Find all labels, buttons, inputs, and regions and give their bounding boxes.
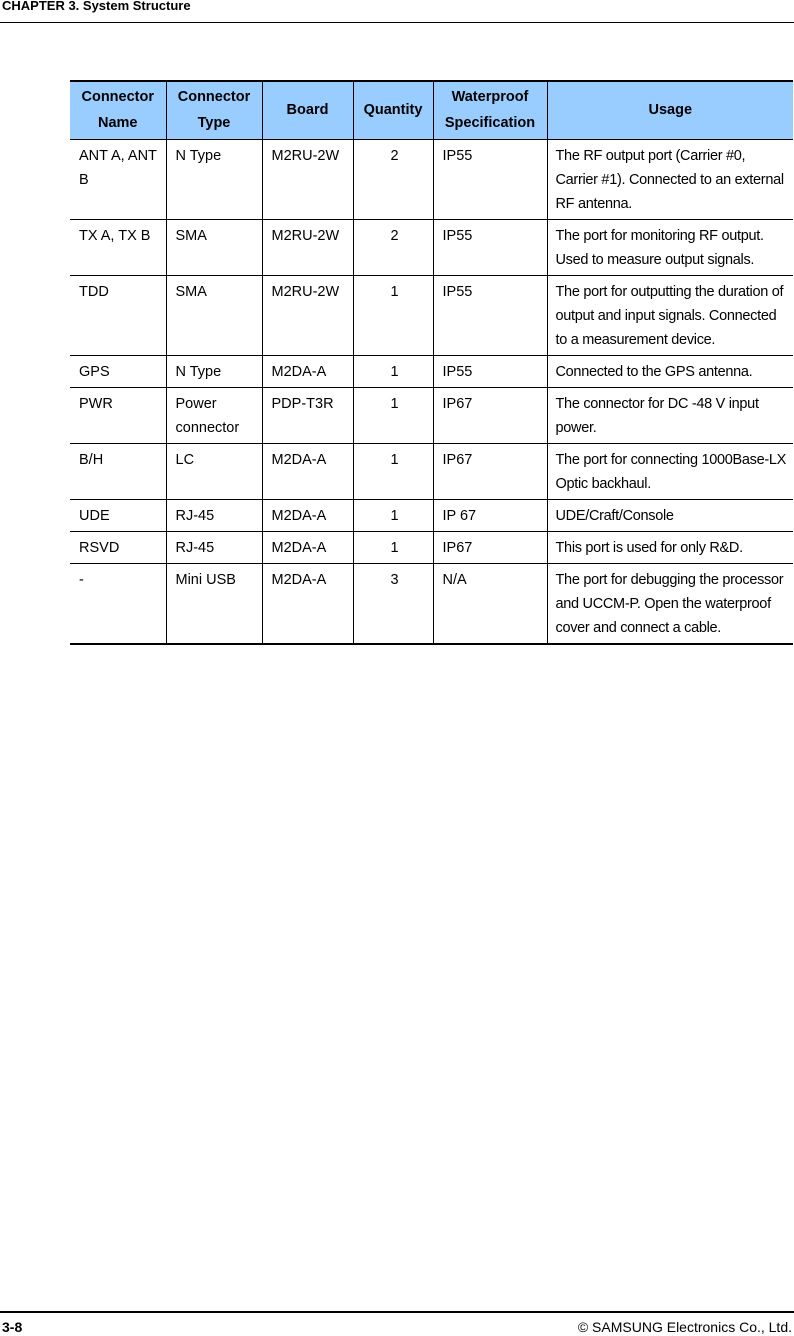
cell-waterproof-spec: IP67 xyxy=(433,531,547,563)
copyright-notice: © SAMSUNG Electronics Co., Ltd. xyxy=(577,1319,792,1335)
cell-quantity: 1 xyxy=(353,499,433,531)
header-row xyxy=(70,81,793,139)
cell-usage: The RF output port (Carrier #0, Carrier #1). Connected to an external RF antenna. xyxy=(547,139,793,219)
column-header-quantity: Quantity xyxy=(353,81,433,139)
cell-connector-type: N Type xyxy=(166,139,262,219)
cell-quantity: 1 xyxy=(353,275,433,355)
table-row xyxy=(70,387,793,443)
cell-waterproof-spec: N/A xyxy=(433,563,547,644)
cell-board: M2RU-2W xyxy=(262,275,353,355)
cell-usage: The port for monitoring RF output. Used to measure output signals. xyxy=(547,219,793,275)
cell-connector-name: B/H xyxy=(70,443,166,499)
cell-waterproof-spec: IP55 xyxy=(433,219,547,275)
cell-connector-name: PWR xyxy=(70,387,166,443)
table-row xyxy=(70,499,793,531)
cell-connector-type: N Type xyxy=(166,355,262,387)
page-footer xyxy=(0,1311,794,1335)
cell-board: M2DA-A xyxy=(262,531,353,563)
cell-waterproof-spec: IP55 xyxy=(433,355,547,387)
cell-connector-name: TDD xyxy=(70,275,166,355)
cell-usage: The port for debugging the processor and UCCM-P. Open the waterproof cover and connect a cable. xyxy=(547,563,793,644)
cell-usage: UDE/Craft/Console xyxy=(547,499,793,531)
page-number: 3-8 xyxy=(2,1319,23,1335)
connector-table xyxy=(70,80,793,645)
cell-connector-name: TX A, TX B xyxy=(70,219,166,275)
cell-quantity: 1 xyxy=(353,443,433,499)
cell-board: M2RU-2W xyxy=(262,139,353,219)
cell-board: M2DA-A xyxy=(262,563,353,644)
cell-usage: Connected to the GPS antenna. xyxy=(547,355,793,387)
cell-waterproof-spec: IP67 xyxy=(433,387,547,443)
cell-usage: The connector for DC -48 V input power. xyxy=(547,387,793,443)
chapter-title: CHAPTER 3. System Structure xyxy=(2,0,191,13)
cell-usage: The port for outputting the duration of output and input signals. Connected to a measurement device. xyxy=(547,275,793,355)
cell-connector-name: GPS xyxy=(70,355,166,387)
table-row xyxy=(70,563,793,644)
cell-usage: This port is used for only R&D. xyxy=(547,531,793,563)
table-row xyxy=(70,443,793,499)
connector-table-header xyxy=(70,81,793,139)
cell-quantity: 1 xyxy=(353,387,433,443)
cell-usage: The port for connecting 1000Base-LX Optic backhaul. xyxy=(547,443,793,499)
cell-connector-name: UDE xyxy=(70,499,166,531)
cell-connector-name: - xyxy=(70,563,166,644)
cell-connector-type: SMA xyxy=(166,275,262,355)
connector-table-body xyxy=(70,139,793,644)
cell-connector-name: RSVD xyxy=(70,531,166,563)
page-header xyxy=(0,0,794,23)
table-row xyxy=(70,531,793,563)
cell-quantity: 2 xyxy=(353,219,433,275)
cell-connector-type: RJ-45 xyxy=(166,499,262,531)
column-header-usage: Usage xyxy=(547,81,793,139)
table-row xyxy=(70,139,793,219)
table-row xyxy=(70,355,793,387)
cell-waterproof-spec: IP55 xyxy=(433,139,547,219)
cell-quantity: 1 xyxy=(353,531,433,563)
table-row xyxy=(70,275,793,355)
cell-connector-type: Mini USB xyxy=(166,563,262,644)
cell-waterproof-spec: IP67 xyxy=(433,443,547,499)
cell-connector-type: LC xyxy=(166,443,262,499)
cell-connector-name: ANT A, ANT B xyxy=(70,139,166,219)
cell-connector-type: RJ-45 xyxy=(166,531,262,563)
cell-board: PDP-T3R xyxy=(262,387,353,443)
cell-quantity: 1 xyxy=(353,355,433,387)
column-header-waterproof-specification: Waterproof Specification xyxy=(433,81,547,139)
cell-waterproof-spec: IP 67 xyxy=(433,499,547,531)
column-header-connector-type: Connector Type xyxy=(166,81,262,139)
column-header-connector-name: Connector Name xyxy=(70,81,166,139)
cell-board: M2RU-2W xyxy=(262,219,353,275)
column-header-board: Board xyxy=(262,81,353,139)
cell-board: M2DA-A xyxy=(262,443,353,499)
cell-connector-type: Power connector xyxy=(166,387,262,443)
cell-board: M2DA-A xyxy=(262,355,353,387)
table-row xyxy=(70,219,793,275)
cell-board: M2DA-A xyxy=(262,499,353,531)
cell-waterproof-spec: IP55 xyxy=(433,275,547,355)
cell-connector-type: SMA xyxy=(166,219,262,275)
cell-quantity: 3 xyxy=(353,563,433,644)
cell-quantity: 2 xyxy=(353,139,433,219)
